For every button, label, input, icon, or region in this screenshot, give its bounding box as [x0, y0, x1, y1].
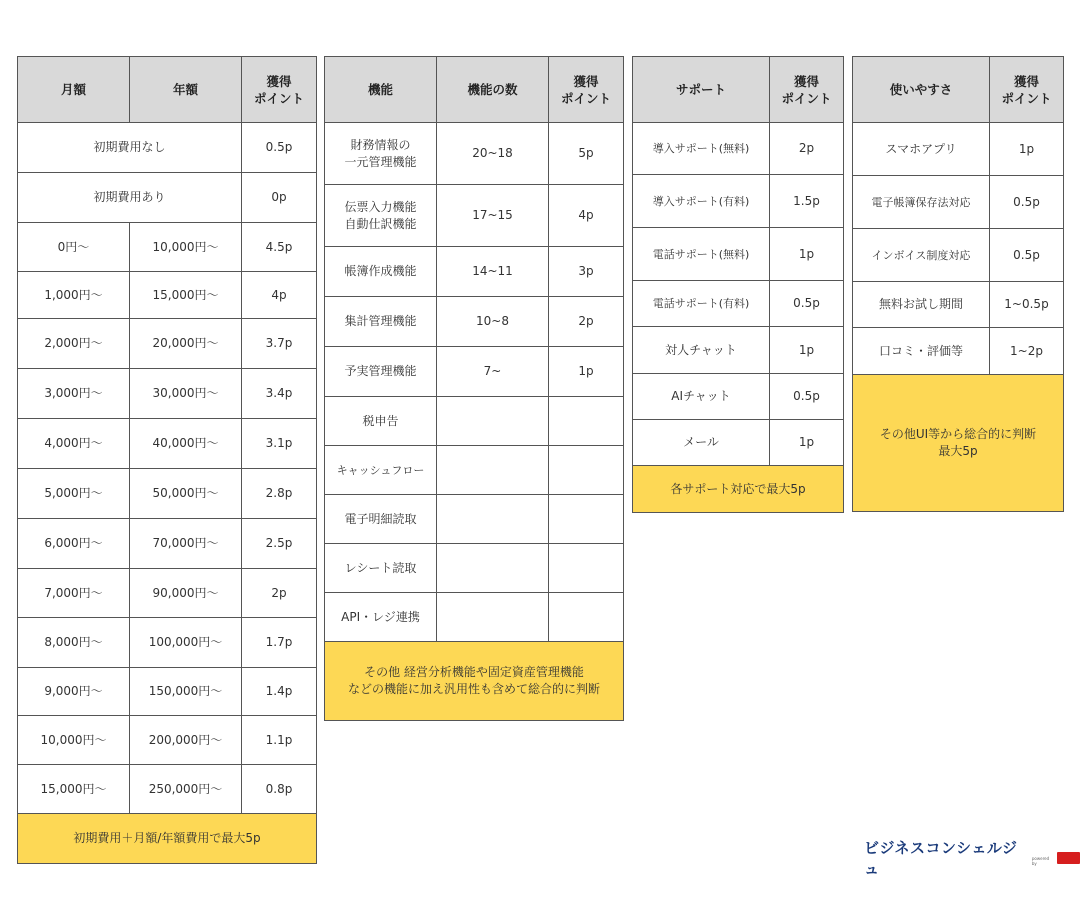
- feature-table: [324, 56, 624, 721]
- points-cell: 5p: [549, 123, 624, 185]
- table-row: [633, 420, 844, 466]
- table-row: [18, 716, 317, 765]
- points-cell: 0.5p: [770, 374, 844, 420]
- usability-header: 使いやすさ: [853, 57, 990, 123]
- points-cell: 3.4p: [242, 369, 317, 419]
- points-cell: 1p: [770, 420, 844, 466]
- table-row: [853, 176, 1064, 229]
- points-cell: 3.1p: [242, 419, 317, 469]
- support-table: [632, 56, 844, 513]
- usability-cell: インボイス制度対応: [853, 229, 990, 282]
- feature-count-cell: 20~18: [437, 123, 549, 185]
- initial-fee-points: 0.5p: [242, 123, 317, 173]
- monthly-cell: 8,000円〜: [18, 618, 130, 668]
- yearly-cell: 30,000円〜: [130, 369, 242, 419]
- table-row: [325, 544, 624, 593]
- support-footer-note: 各サポート対応で最大5p: [633, 466, 844, 513]
- yearly-header: 年額: [130, 57, 242, 123]
- feature-cell: API・レジ連携: [325, 593, 437, 642]
- table-row: [325, 446, 624, 495]
- points-cell: [549, 446, 624, 495]
- support-cell: AIチャット: [633, 374, 770, 420]
- yearly-cell: 250,000円〜: [130, 765, 242, 814]
- monthly-cell: 15,000円〜: [18, 765, 130, 814]
- feature-count-cell: [437, 446, 549, 495]
- points-cell: 4.5p: [242, 223, 317, 272]
- points-cell: 1p: [990, 123, 1064, 176]
- feature-cell: 帳簿作成機能: [325, 247, 437, 297]
- yearly-cell: 150,000円〜: [130, 668, 242, 716]
- feature-cell: 電子明細読取: [325, 495, 437, 544]
- usability-cell: 無料お試し期間: [853, 282, 990, 328]
- table-row: [18, 123, 317, 173]
- points-cell: 0.5p: [990, 229, 1064, 282]
- points-cell: 1.4p: [242, 668, 317, 716]
- points-cell: 3p: [549, 247, 624, 297]
- points-cell: 3.7p: [242, 319, 317, 369]
- table-row: [325, 495, 624, 544]
- feature-footer-note: その他 経営分析機能や固定資産管理機能 などの機能に加え汎用性も含めて総合的に判断: [325, 642, 624, 721]
- feature-count-header: 機能の数: [437, 57, 549, 123]
- points-header: 獲得 ポイント: [242, 57, 317, 123]
- monthly-cell: 1,000円〜: [18, 272, 130, 319]
- points-header: 獲得 ポイント: [990, 57, 1064, 123]
- points-cell: [549, 593, 624, 642]
- table-row: [18, 419, 317, 469]
- points-cell: 1p: [770, 327, 844, 374]
- monthly-header: 月額: [18, 57, 130, 123]
- monthly-cell: 9,000円〜: [18, 668, 130, 716]
- yearly-cell: 40,000円〜: [130, 419, 242, 469]
- points-cell: 1~0.5p: [990, 282, 1064, 328]
- feature-cell: 集計管理機能: [325, 297, 437, 347]
- usability-footer-row: [853, 375, 1064, 512]
- feature-count-cell: [437, 495, 549, 544]
- table-row: [325, 297, 624, 347]
- feature-cell: レシート読取: [325, 544, 437, 593]
- support-header: サポート: [633, 57, 770, 123]
- support-cell: 導入サポート(有料): [633, 175, 770, 228]
- points-cell: 2.5p: [242, 519, 317, 569]
- price-header-row: [18, 57, 317, 123]
- monthly-cell: 2,000円〜: [18, 319, 130, 369]
- table-row: [325, 397, 624, 446]
- points-header: 獲得 ポイント: [770, 57, 844, 123]
- usability-footer-note: その他UI等から総合的に判断 最大5p: [853, 375, 1064, 512]
- points-cell: 2p: [242, 569, 317, 618]
- support-cell: メール: [633, 420, 770, 466]
- table-row: [325, 347, 624, 397]
- feature-count-cell: 14~11: [437, 247, 549, 297]
- support-cell: 電話サポート(有料): [633, 281, 770, 327]
- yearly-cell: 200,000円〜: [130, 716, 242, 765]
- brand-logo: [864, 839, 1080, 878]
- yearly-cell: 100,000円〜: [130, 618, 242, 668]
- table-row: [853, 328, 1064, 375]
- yearly-cell: 70,000円〜: [130, 519, 242, 569]
- initial-fee-label: 初期費用あり: [18, 173, 242, 223]
- table-row: [18, 469, 317, 519]
- points-cell: 4p: [242, 272, 317, 319]
- feature-count-cell: 10~8: [437, 297, 549, 347]
- monthly-cell: 6,000円〜: [18, 519, 130, 569]
- table-row: [633, 281, 844, 327]
- table-row: [18, 369, 317, 419]
- table-row: [633, 123, 844, 175]
- table-row: [18, 519, 317, 569]
- yearly-cell: 20,000円〜: [130, 319, 242, 369]
- table-row: [18, 319, 317, 369]
- table-row: [633, 175, 844, 228]
- table-row: [18, 223, 317, 272]
- price-footer-row: [18, 814, 317, 864]
- feature-header: 機能: [325, 57, 437, 123]
- monthly-cell: 3,000円〜: [18, 369, 130, 419]
- table-row: [18, 765, 317, 814]
- feature-count-cell: 7~: [437, 347, 549, 397]
- table-row: [853, 282, 1064, 328]
- points-cell: 4p: [549, 185, 624, 247]
- yearly-cell: 90,000円〜: [130, 569, 242, 618]
- initial-fee-label: 初期費用なし: [18, 123, 242, 173]
- feature-footer-row: [325, 642, 624, 721]
- feature-cell: キャッシュフロー: [325, 446, 437, 495]
- points-cell: 1.7p: [242, 618, 317, 668]
- feature-header-row: [325, 57, 624, 123]
- feature-cell: 予実管理機能: [325, 347, 437, 397]
- points-cell: 0.5p: [990, 176, 1064, 229]
- table-row: [853, 123, 1064, 176]
- points-cell: [549, 544, 624, 593]
- yearly-cell: 10,000円〜: [130, 223, 242, 272]
- table-row: [633, 374, 844, 420]
- monthly-cell: 4,000円〜: [18, 419, 130, 469]
- points-cell: 1.1p: [242, 716, 317, 765]
- points-cell: [549, 397, 624, 446]
- table-row: [18, 173, 317, 223]
- feature-count-cell: [437, 544, 549, 593]
- logo-powered-by: powered by: [1031, 856, 1050, 866]
- support-cell: 対人チャット: [633, 327, 770, 374]
- table-row: [325, 185, 624, 247]
- points-cell: [549, 495, 624, 544]
- points-cell: 2p: [770, 123, 844, 175]
- feature-count-cell: 17~15: [437, 185, 549, 247]
- points-cell: 2.8p: [242, 469, 317, 519]
- table-row: [325, 593, 624, 642]
- support-cell: 電話サポート(無料): [633, 228, 770, 281]
- price-footer-note: 初期費用＋月額/年額費用で最大5p: [18, 814, 317, 864]
- usability-cell: 口コミ・評価等: [853, 328, 990, 375]
- support-footer-row: [633, 466, 844, 513]
- points-cell: 1p: [549, 347, 624, 397]
- feature-cell: 伝票入力機能 自動仕訳機能: [325, 185, 437, 247]
- yearly-cell: 15,000円〜: [130, 272, 242, 319]
- table-row: [18, 668, 317, 716]
- usability-table: [852, 56, 1064, 512]
- feature-cell: 財務情報の 一元管理機能: [325, 123, 437, 185]
- points-cell: 2p: [549, 297, 624, 347]
- price-table: [17, 56, 317, 864]
- feature-count-cell: [437, 397, 549, 446]
- usability-cell: 電子帳簿保存法対応: [853, 176, 990, 229]
- table-row: [853, 229, 1064, 282]
- points-cell: 1p: [770, 228, 844, 281]
- table-row: [633, 327, 844, 374]
- monthly-cell: 10,000円〜: [18, 716, 130, 765]
- table-row: [18, 569, 317, 618]
- support-header-row: [633, 57, 844, 123]
- feature-cell: 税申告: [325, 397, 437, 446]
- feature-count-cell: [437, 593, 549, 642]
- points-cell: 1~2p: [990, 328, 1064, 375]
- monthly-cell: 5,000円〜: [18, 469, 130, 519]
- points-cell: 1.5p: [770, 175, 844, 228]
- points-cell: 0.8p: [242, 765, 317, 814]
- publisher-badge-icon: [1057, 852, 1080, 864]
- table-row: [18, 272, 317, 319]
- usability-cell: スマホアプリ: [853, 123, 990, 176]
- yearly-cell: 50,000円〜: [130, 469, 242, 519]
- support-cell: 導入サポート(無料): [633, 123, 770, 175]
- monthly-cell: 7,000円〜: [18, 569, 130, 618]
- logo-text: ビジネスコンシェルジュ: [864, 839, 1018, 878]
- table-row: [633, 228, 844, 281]
- initial-fee-points: 0p: [242, 173, 317, 223]
- usability-header-row: [853, 57, 1064, 123]
- table-row: [325, 247, 624, 297]
- points-header: 獲得 ポイント: [549, 57, 624, 123]
- monthly-cell: 0円〜: [18, 223, 130, 272]
- table-row: [325, 123, 624, 185]
- points-cell: 0.5p: [770, 281, 844, 327]
- table-row: [18, 618, 317, 668]
